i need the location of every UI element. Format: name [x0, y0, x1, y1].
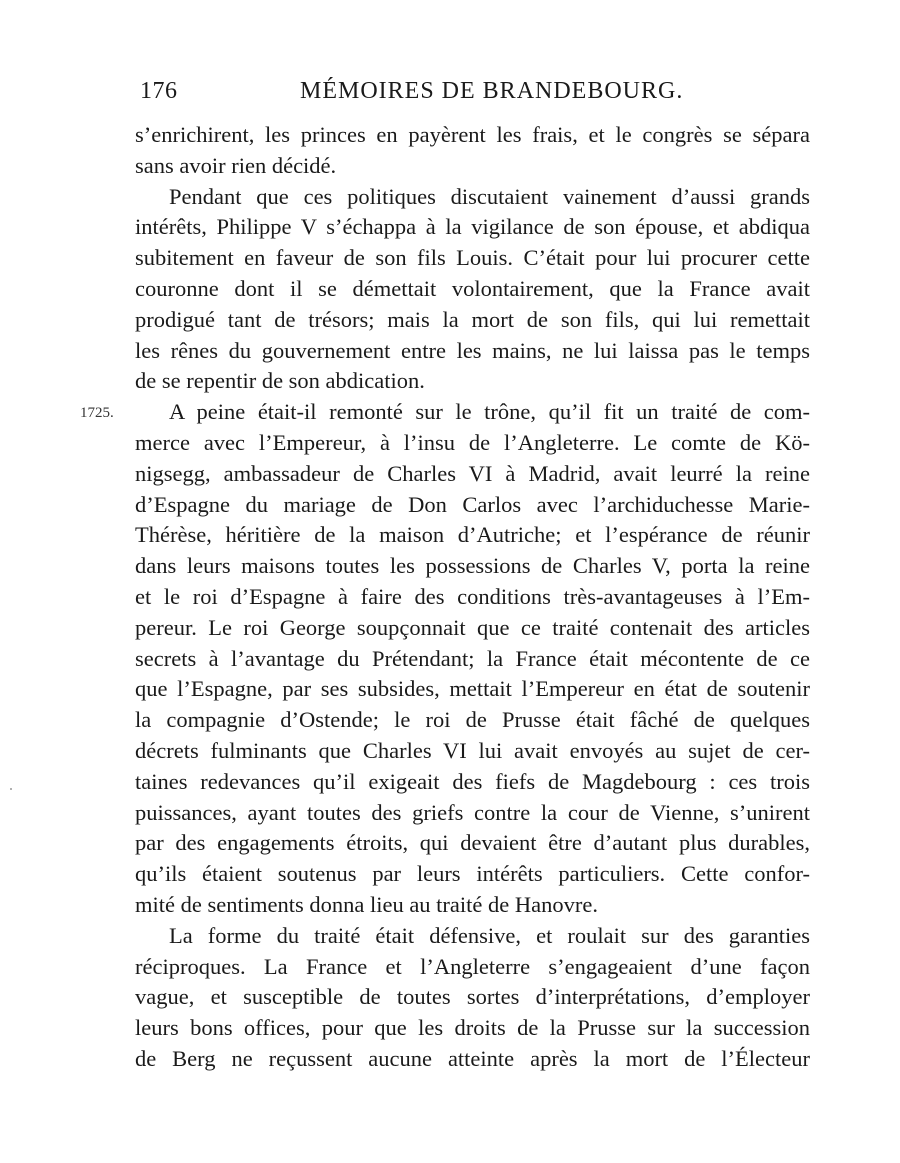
text-line: et le roi d’Espagne à faire des conditions très-avantageuses à l’Em-	[135, 583, 810, 609]
running-title: MÉMOIRES DE BRANDEBOURG.	[300, 78, 684, 104]
text-line: vague, et susceptible de toutes sortes d’interprétations, d’employer	[135, 984, 810, 1010]
text-line: Thérèse, héritière de la maison d’Autriche; et l’espérance de réunir	[135, 522, 810, 548]
text-line: réciproques. La France et l’Angleterre s’engageaient d’une façon	[135, 953, 810, 979]
text-line: merce avec l’Empereur, à l’insu de l’Angleterre. Le comte de Kö-	[135, 429, 810, 455]
text-line: décrets fulminants que Charles VI lui avait envoyés au sujet de cer-	[135, 737, 810, 763]
paragraph-philippe	[135, 182, 810, 398]
text-line: taines redevances qu’il exigeait des fiefs de Magdebourg : ces trois	[135, 768, 810, 794]
text-line: couronne dont il se démettait volontairement, que la France avait	[135, 275, 810, 301]
text-line: les rênes du gouvernement entre les mains, ne lui laissa pas le temps	[135, 337, 810, 363]
page-header	[140, 78, 810, 114]
text-line: sans avoir rien décidé.	[135, 152, 337, 178]
text-line: puissances, ayant toutes des griefs contre la cour de Vienne, s’unirent	[135, 799, 810, 825]
paragraph-continuation	[135, 120, 810, 182]
paragraph-forme-traite	[135, 921, 810, 1075]
text-line: d’Espagne du mariage de Don Carlos avec l’archiduchesse Marie-	[135, 491, 810, 517]
text-line: prodigué tant de trésors; mais la mort de son fils, qui lui remettait	[135, 306, 810, 332]
text-line: La forme du traité était défensive, et roulait sur des garanties	[169, 922, 810, 948]
page-number: 176	[140, 78, 178, 104]
text-line: que l’Espagne, par ses subsides, mettait l’Empereur en état de soutenir	[135, 676, 810, 702]
text-line: de se repentir de son abdication.	[135, 368, 425, 394]
text-line: mité de sentiments donna lieu au traité de Hanovre.	[135, 891, 598, 917]
margin-note-year: 1725.	[80, 405, 114, 421]
text-line: de Berg ne reçussent aucune atteinte après la mort de l’Électeur	[135, 1045, 810, 1071]
text-line: s’enrichirent, les princes en payèrent les frais, et le congrès se sépara	[135, 122, 810, 147]
paragraph-traite-commerce	[135, 397, 810, 921]
text-line: par des engagements étroits, qui devaient être d’autant plus durables,	[135, 830, 810, 856]
text-line: qu’ils étaient soutenus par leurs intérêts particuliers. Cette confor-	[135, 861, 810, 887]
text-line: Pendant que ces politiques discutaient vainement d’aussi grands	[169, 183, 810, 209]
text-line: la compagnie d’Ostende; le roi de Prusse était fâché de quelques	[135, 707, 810, 733]
text-line: secrets à l’avantage du Prétendant; la France était mécontente de ce	[135, 645, 810, 671]
scan-speck	[10, 788, 12, 790]
text-line: leurs bons offices, pour que les droits de la Prusse sur la succession	[135, 1015, 810, 1041]
text-line: subitement en faveur de son fils Louis. C’était pour lui procurer cette	[135, 245, 810, 271]
text-line: pereur. Le roi George soupçonnait que ce traité contenait des articles	[135, 614, 810, 640]
body-text	[135, 120, 810, 1075]
text-line: intérêts, Philippe V s’échappa à la vigilance de son épouse, et abdiqua	[135, 214, 810, 240]
text-line: nigsegg, ambassadeur de Charles VI à Madrid, avait leurré la reine	[135, 460, 810, 486]
text-line: A peine était-il remonté sur le trône, qu’il fit un traité de com-	[169, 399, 810, 425]
text-line: dans leurs maisons toutes les possessions de Charles V, porta la reine	[135, 553, 810, 579]
